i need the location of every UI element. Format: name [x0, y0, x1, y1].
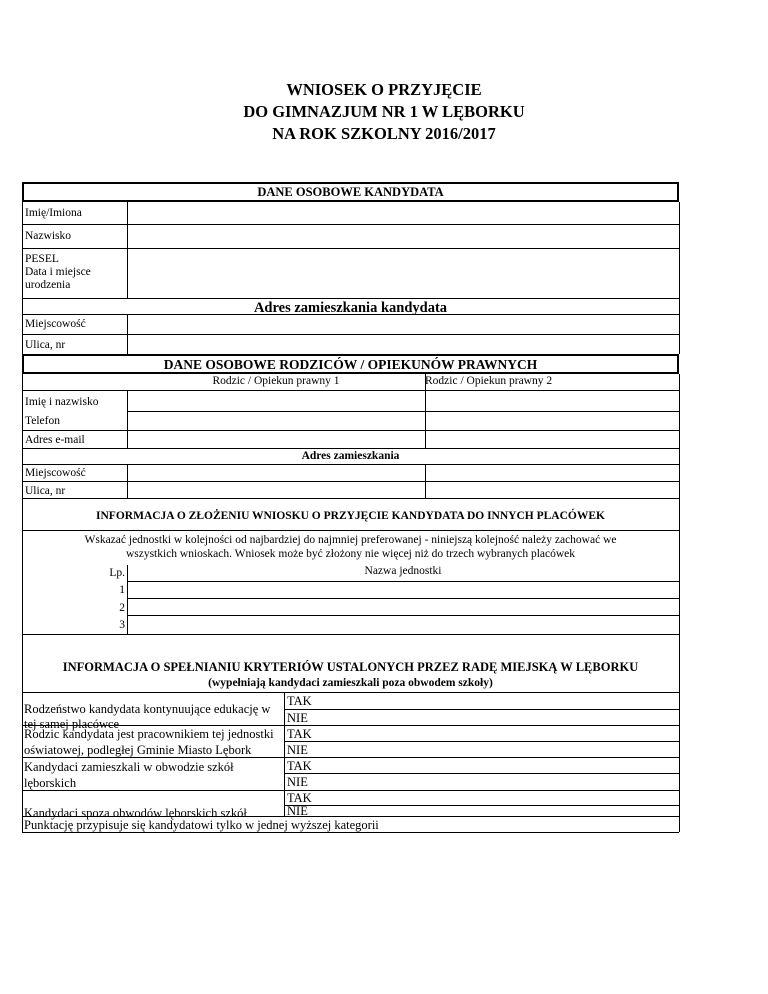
- parent-2-email-field[interactable]: [426, 431, 678, 447]
- criterion-outside-district: Kandydaci spoza obwodów lęborskich szkół: [24, 806, 247, 820]
- row-divider: [284, 741, 679, 742]
- form-title-line-3: NA ROK SZKOLNY 2016/2017: [272, 124, 496, 143]
- school-1-field[interactable]: [128, 582, 678, 597]
- first-name-label: Imię/Imiona: [25, 207, 82, 219]
- parent-2-name-field[interactable]: [426, 391, 678, 429]
- parent-1-city-field[interactable]: [128, 465, 424, 480]
- school-3-field[interactable]: [128, 616, 678, 633]
- candidate-header: DANE OSOBOWE KANDYDATA: [257, 185, 444, 199]
- right-border: [679, 634, 680, 832]
- parent-name-label: Imię i nazwisko: [25, 396, 99, 408]
- last-name-field[interactable]: [128, 225, 678, 247]
- criterion-parent-employee: oświatowej, podległej Gminie Miasto Lębork: [24, 743, 252, 757]
- yes-option[interactable]: TAK: [287, 759, 312, 773]
- form-title-line-2: DO GIMNAZJUM NR 1 W LĘBORKU: [243, 102, 525, 121]
- no-option[interactable]: NIE: [287, 804, 308, 818]
- row-divider: [284, 709, 679, 710]
- no-option[interactable]: NIE: [287, 775, 308, 789]
- right-border: [679, 374, 680, 498]
- unit-name-label: Nazwa jednostki: [364, 565, 442, 577]
- row-number: 3: [119, 619, 125, 631]
- birth-label: Data i miejsce: [25, 266, 91, 278]
- criterion-siblings: Rodzeństwo kandydata kontynuujące edukację w: [24, 702, 271, 716]
- yes-option[interactable]: TAK: [287, 727, 312, 741]
- parent-1-street-field[interactable]: [128, 482, 424, 497]
- candidate-address-header: Adres zamieszkania kandydata: [253, 300, 448, 316]
- row-divider: [22, 692, 679, 693]
- phone-label: Telefon: [25, 415, 60, 427]
- row-divider: [22, 498, 679, 499]
- parent-city-label: Miejscowość: [25, 467, 86, 479]
- note-line: wszystkich wnioskach. Wniosek może być złożony nie więcej niż do trzech wybranych placówek: [125, 548, 576, 560]
- parents-header: DANE OSOBOWE RODZICÓW / OPIEKUNÓW PRAWNYCH: [163, 357, 538, 372]
- row-divider: [22, 725, 679, 726]
- birth-label: urodzenia: [25, 279, 71, 291]
- pesel-birth-field[interactable]: [128, 249, 678, 297]
- yes-option[interactable]: TAK: [287, 791, 312, 805]
- note-line: Wskazać jednostki w kolejności od najbardziej do najmniej preferowanej - niniejszą kolejność należy zachować we: [84, 534, 617, 546]
- street-label: Ulica, nr: [25, 339, 66, 351]
- parent-1-name-field[interactable]: [128, 391, 424, 429]
- criteria-subheader: (wypełniają kandydaci zamieszkali poza obwodem szkoły): [208, 677, 493, 689]
- parent-street-label: Ulica, nr: [25, 485, 66, 497]
- parent-2-street-field[interactable]: [426, 482, 678, 497]
- row-number: 1: [119, 584, 125, 596]
- parent-2-column-header: Rodzic / Opiekun prawny 2: [425, 375, 553, 387]
- parent-2-city-field[interactable]: [426, 465, 678, 480]
- email-label: Adres e-mail: [25, 434, 85, 446]
- parent-1-column-header: Rodzic / Opiekun prawny 1: [212, 375, 340, 387]
- lp-label: Lp.: [109, 567, 125, 579]
- row-divider: [22, 634, 679, 635]
- school-2-field[interactable]: [128, 599, 678, 614]
- city-label: Miejscowość: [25, 318, 86, 330]
- candidate-city-field[interactable]: [128, 315, 678, 333]
- criteria-footer-note: Punktację przypisuje się kandydatowi tylko w jednej wyższej kategorii: [24, 818, 379, 832]
- criterion-siblings: tej samej placówce: [24, 717, 120, 731]
- other-schools-header: INFORMACJA O ZŁOŻENIU WNIOSKU O PRZYJĘCIE KANDYDATA DO INNYCH PLACÓWEK: [96, 510, 605, 522]
- row-divider: [284, 805, 679, 806]
- row-divider: [22, 530, 679, 531]
- criterion-in-district: lęborskich: [24, 776, 77, 790]
- row-divider: [284, 773, 679, 774]
- candidate-street-field[interactable]: [128, 335, 678, 353]
- last-name-label: Nazwisko: [25, 230, 71, 242]
- form-title-line-1: WNIOSEK O PRZYJĘCIE: [286, 80, 482, 99]
- right-border: [679, 202, 680, 354]
- other-schools-note: [22, 533, 679, 561]
- column-divider: [284, 692, 285, 816]
- criterion-parent-employee: Rodzic kandydata jest pracownikiem tej jednostki: [24, 727, 274, 741]
- criterion-in-district: Kandydaci zamieszkali w obwodzie szkół: [24, 760, 234, 774]
- parents-address-header: Adres zamieszkania: [301, 450, 400, 462]
- pesel-label: PESEL: [25, 253, 59, 265]
- row-divider: [22, 790, 679, 791]
- first-name-field[interactable]: [128, 203, 678, 223]
- right-border: [679, 498, 680, 634]
- no-option[interactable]: NIE: [287, 743, 308, 757]
- row-number: 2: [119, 602, 125, 614]
- no-option[interactable]: NIE: [287, 711, 308, 725]
- criteria-header: INFORMACJA O SPEŁNIANIU KRYTERIÓW USTALONYCH PRZEZ RADĘ MIEJSKĄ W LĘBORKU: [62, 660, 639, 674]
- parent-1-email-field[interactable]: [128, 431, 424, 447]
- left-border: [22, 374, 23, 498]
- yes-option[interactable]: TAK: [287, 694, 312, 708]
